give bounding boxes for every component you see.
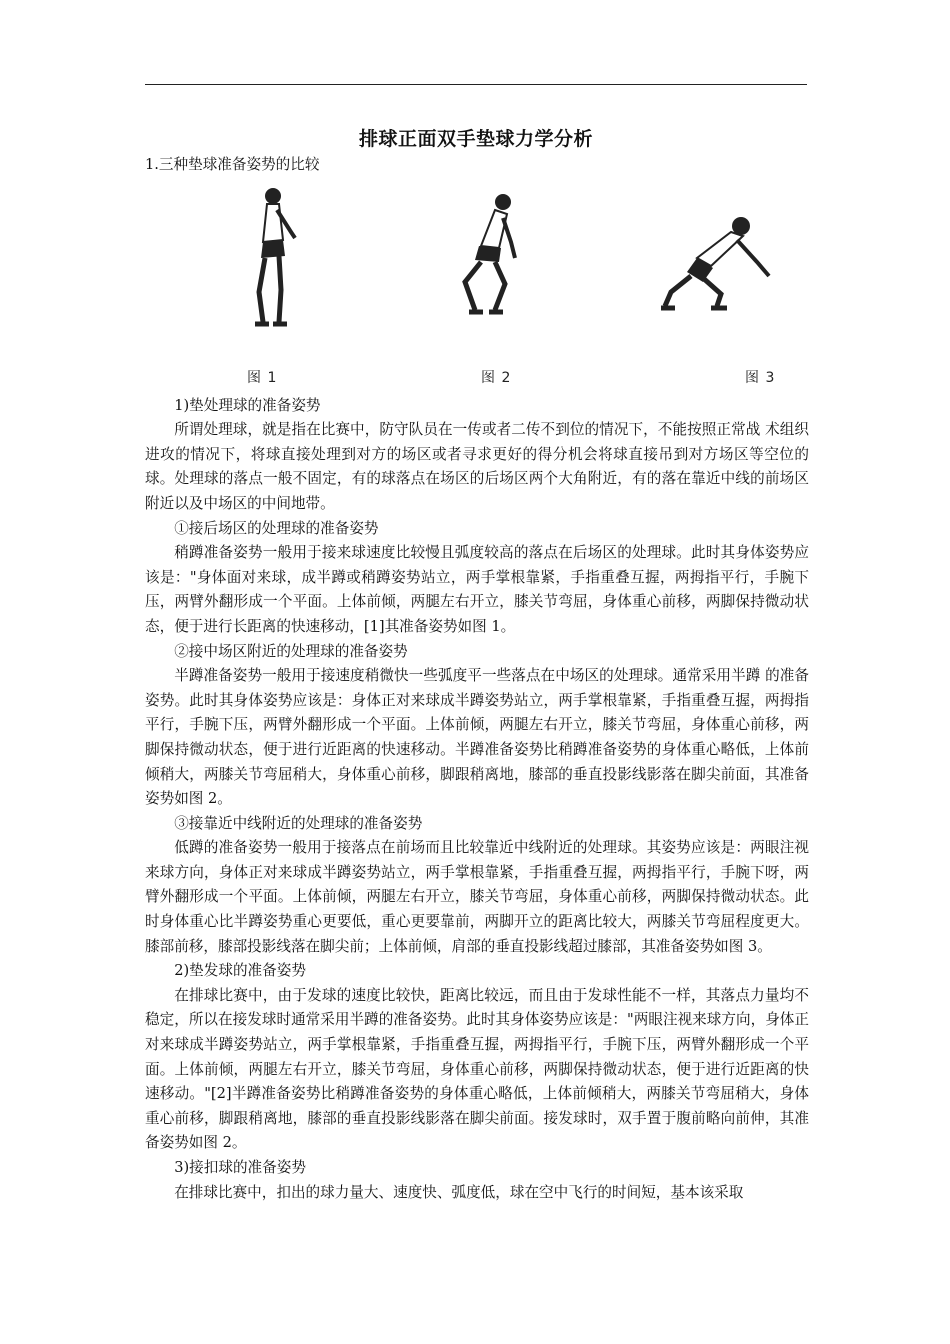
figure-caption: 图 1	[247, 369, 278, 386]
figure-caption: 图 3	[745, 369, 776, 386]
section-heading: 1.三种垫球准备姿势的比较	[145, 156, 320, 173]
paragraph: 在排球比赛中，扣出的球力量大、速度快、弧度低，球在空中飞行的时间短，基本该采取	[174, 1183, 744, 1201]
header-rule	[145, 84, 807, 85]
figure-3	[657, 182, 787, 386]
subheading: ①接后场区的处理球的准备姿势	[174, 519, 379, 537]
half-squat-posture-icon	[445, 182, 535, 342]
figure-2	[445, 182, 535, 386]
subheading: ③接靠近中线附近的处理球的准备姿势	[174, 814, 423, 832]
subheading: 2)垫发球的准备姿势	[174, 962, 306, 980]
subheading: 1)垫处理球的准备姿势	[174, 396, 321, 414]
subheading: ②接中场区附近的处理球的准备姿势	[174, 642, 408, 660]
paragraph: 所谓处理球，就是指在比赛中，防守队员在一传或者二传不到位的情况下，不能按照正常战 术组织进攻的情况下，将球直接处理到对方的场区或者寻求更好的得分机会将球直接吊到对方场区等空位的球。处理球的落点一般不固定，有的球落点在场区的后场区两个大角附近，有的落在靠近中线的前场区附近以及中场区的中间地带。	[145, 421, 809, 512]
page-title: 排球正面双手垫球力学分析	[358, 128, 593, 150]
paragraph: 在排球比赛中，由于发球的速度比较快，距离比较远，而且由于发球性能不一样，其落点力量均不稳定，所以在接发球时通常采用半蹲的准备姿势。此时其身体姿势应该是："两眼注视来球方向，身体正对来球成半蹲姿势站立，两手掌根靠紧，手指重叠互握，两拇指平行，手腕下压，两臂外翻形成一个平面。上体前倾，两腿左右开立，膝关节弯屈，身体重心前移，两脚保持微动状态，便于进行近距离的快速移动。"[2]半蹲准备姿势比稍蹲准备姿势的身体重心略低，上体前倾稍大，两膝关节弯屈稍大，身体重心前移，脚跟稍离地，膝部的垂直投影线影落在脚尖前面。接发球时，双手置于腹前略向前伸，其准备姿势如图 2。	[145, 986, 809, 1152]
figure-1	[233, 182, 313, 386]
document-body	[145, 153, 809, 1205]
subheading: 3)接扣球的准备姿势	[174, 1159, 306, 1176]
standing-ready-posture-icon	[233, 182, 313, 342]
low-squat-posture-icon	[657, 182, 787, 342]
figure-row	[145, 182, 809, 392]
paragraph: 低蹲的准备姿势一般用于接落点在前场而且比较靠近中线附近的处理球。其姿势应该是：两眼注视来球方向，身体正对来球成半蹲姿势站立，两手掌根靠紧，手指重叠互握，两拇指平行，手腕下呀，两臂外翻形成一个平面。上体前倾，两腿左右开立，膝关节弯屈，身体重心前移，两脚保持微动状态。此时身体重心比半蹲姿势重心更要低，重心更要靠前，两脚开立的距离比较大，两膝关节弯屈程度更大。膝部前移，膝部投影线落在脚尖前；上体前倾，肩部的垂直投影线超过膝部，其准备姿势如图 3。	[145, 839, 809, 955]
paragraph: 稍蹲准备姿势一般用于接来球速度比较慢且弧度较高的落点在后场区的处理球。此时其身体姿势应该是："身体面对来球，成半蹲或稍蹲姿势站立，两手掌根靠紧，手指重叠互握，两拇指平行，手腕下压，两臂外翻形成一个平面。上体前倾，两腿左右开立，膝关节弯屈，身体重心前移，两脚保持微动状态，便于进行长距离的快速移动，[1]其准备姿势如图 1。	[145, 544, 809, 635]
figure-caption: 图 2	[481, 369, 512, 386]
paragraph: 半蹲准备姿势一般用于接速度稍微快一些弧度平一些落点在中场区的处理球。通常采用半蹲 的准备姿势。此时其身体姿势应该是：身体正对来球成半蹲姿势站立，两手掌根靠紧，手指重叠互握，两拇指平行，手腕下压，两臂外翻形成一个平面。上体前倾，两腿左右开立，膝关节弯屈，身体重心前移，两脚保持微动状态，便于进行近距离的快速移动。半蹲准备姿势比稍蹲准备姿势的身体重心略低，上体前倾稍大，两膝关节弯屈稍大，身体重心前移，脚跟稍离地，膝部的垂直投影线影落在脚尖前面，其准备姿势如图 2。	[145, 667, 809, 808]
